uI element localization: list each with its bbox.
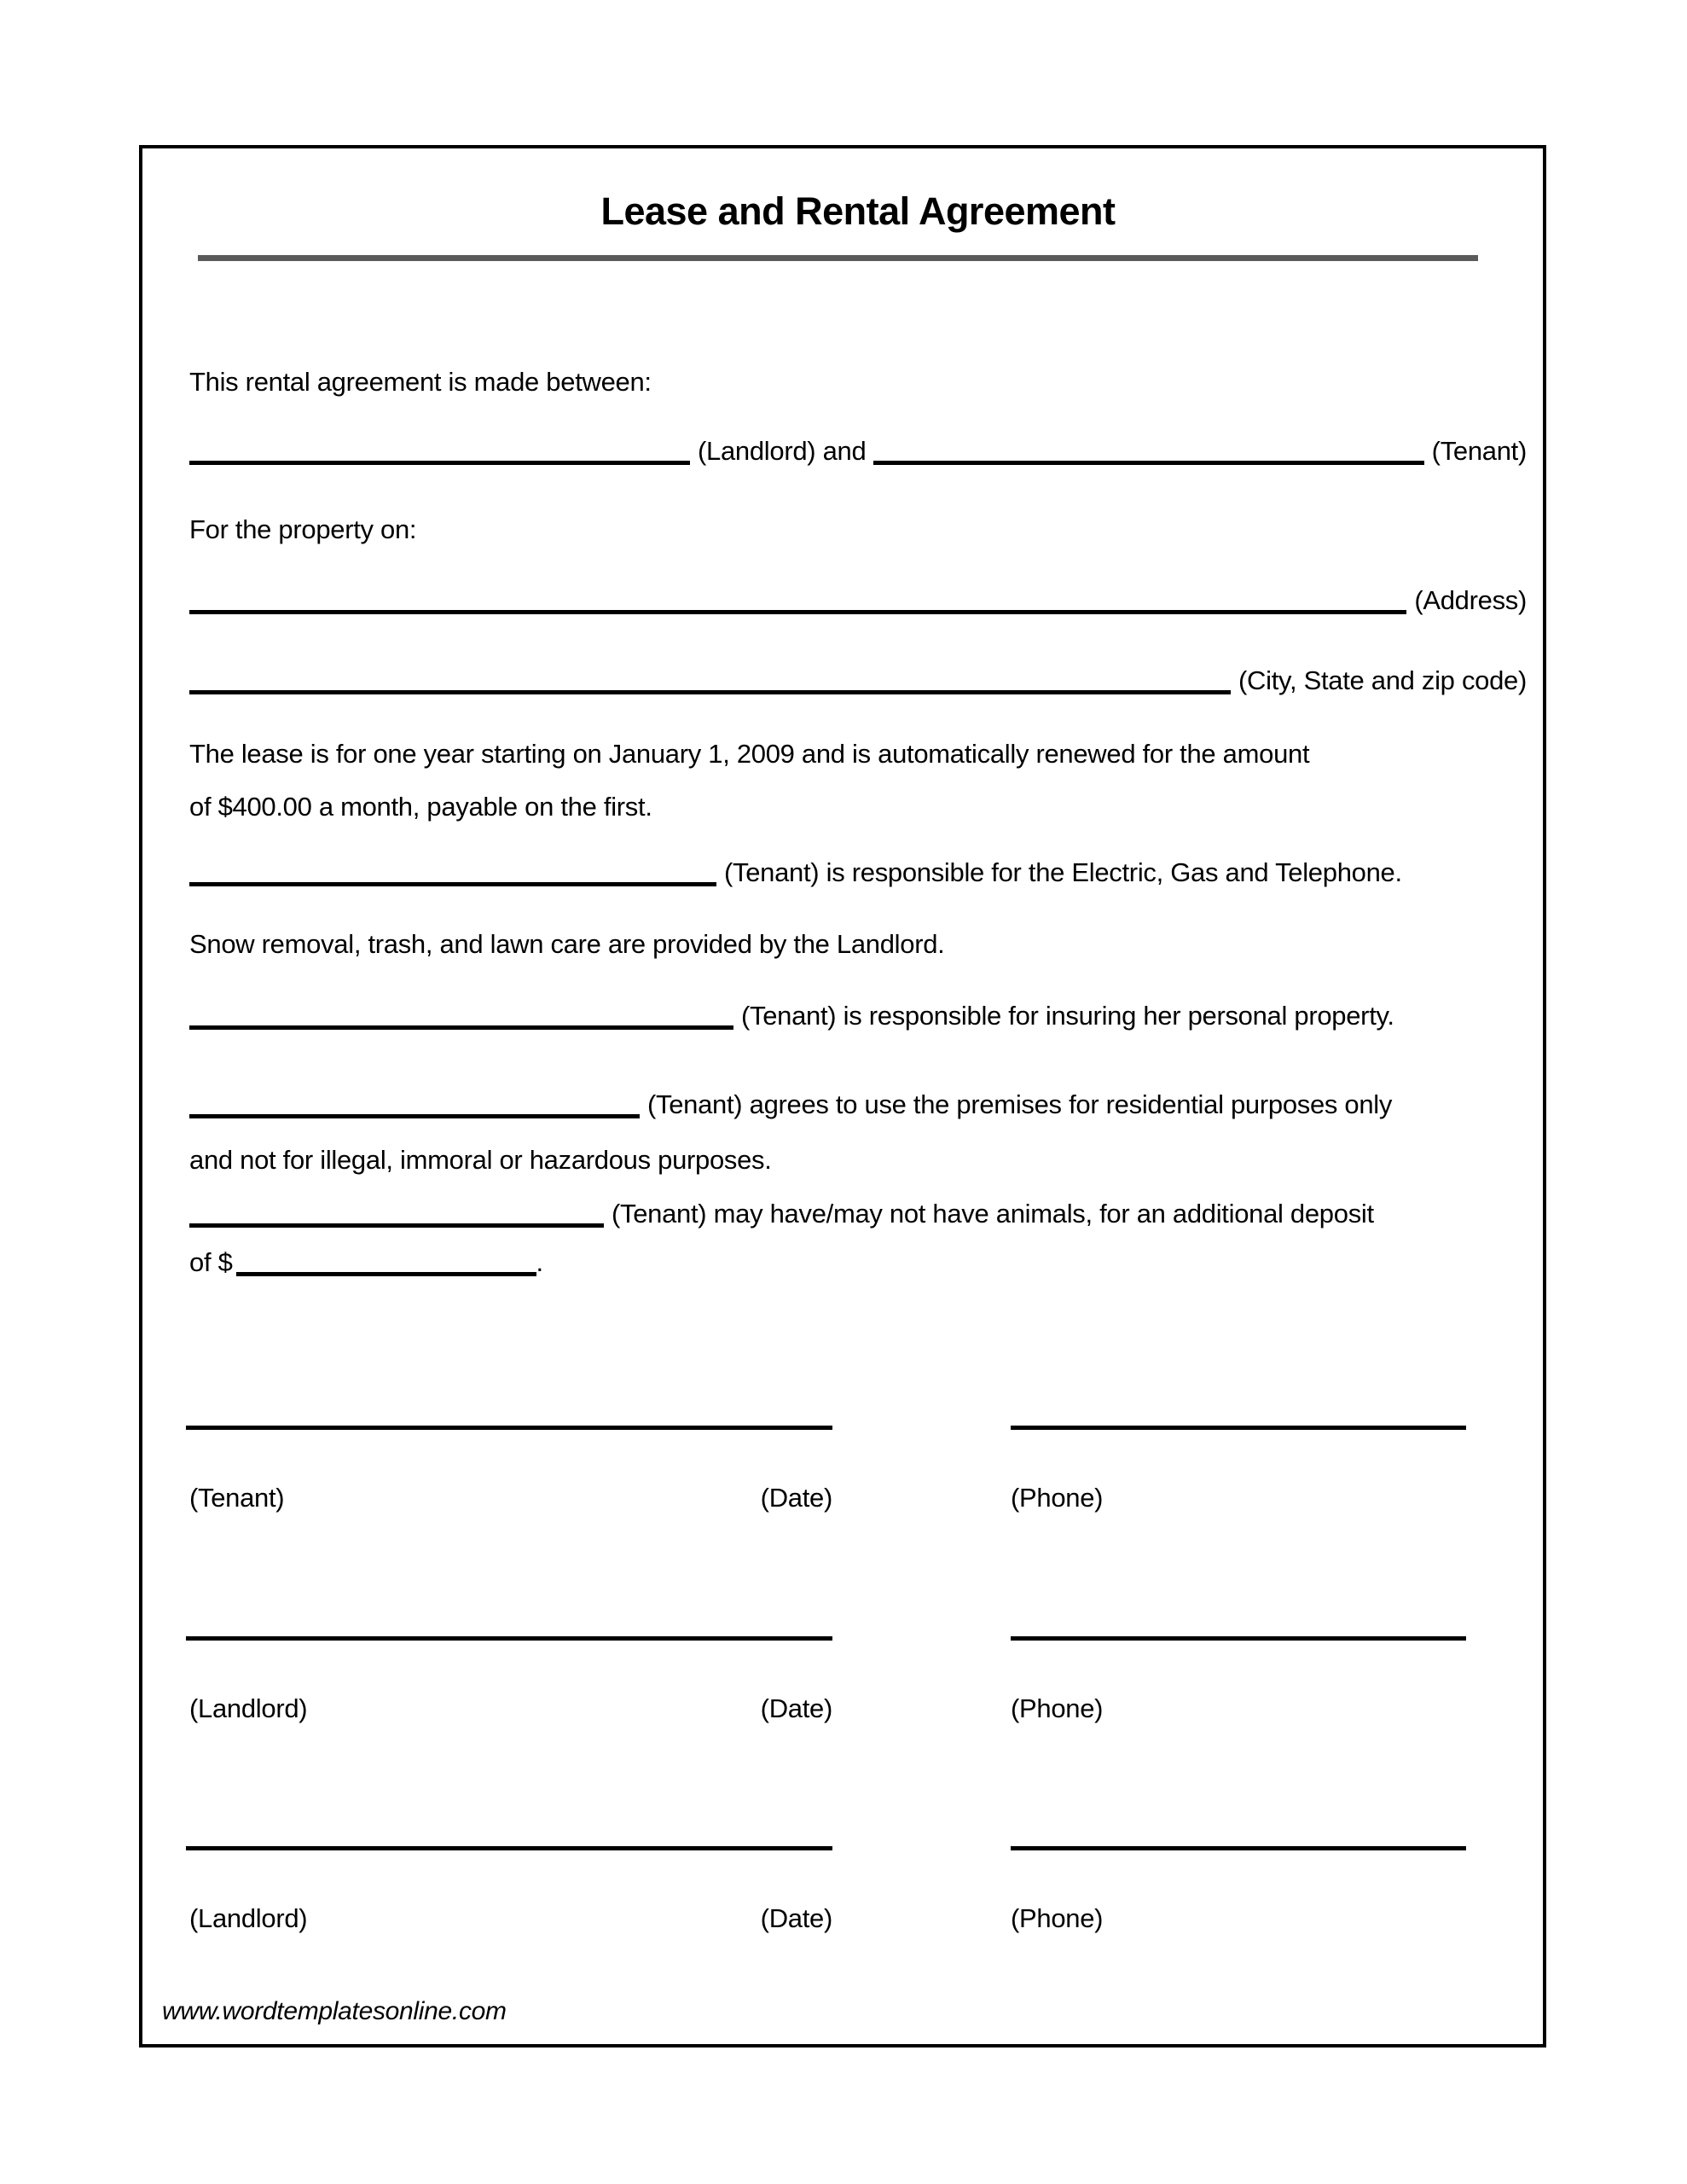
landlord2-date-label: (Date) <box>760 1903 832 1933</box>
animals-line-1 <box>189 1197 1527 1231</box>
landlord2-phone-label: (Phone) <box>1011 1903 1104 1933</box>
landlord1-phone-label: (Phone) <box>1011 1693 1104 1723</box>
landlord2-phone-line <box>1011 1846 1466 1850</box>
property-heading: For the property on: <box>189 514 417 544</box>
animals-tenant-blank <box>189 1223 604 1228</box>
tenant-name-blank <box>873 461 1423 465</box>
signature-lines-tenant <box>186 1426 1466 1430</box>
animals-line-2 <box>189 1246 1527 1280</box>
signature-labels-tenant <box>189 1481 1466 1515</box>
services-line: Snow removal, trash, and lawn care are provided by the Landlord. <box>189 929 945 959</box>
parties-line <box>189 434 1527 468</box>
tenant-signature-label: (Tenant) <box>189 1483 285 1513</box>
page-title: Lease and Rental Agreement <box>600 189 1116 233</box>
utilities-line <box>189 856 1527 890</box>
lease-terms-line-1: The lease is for one year starting on January 1, 2009 and is automatically renewed for the amount <box>189 739 1310 769</box>
landlord-name-blank <box>189 461 690 465</box>
signature-labels-landlord-2 <box>189 1902 1466 1936</box>
insurance-clause-text: (Tenant) is responsible for insuring her personal property. <box>741 1001 1394 1031</box>
use-clause-text-1: (Tenant) agrees to use the premises for residential purposes only <box>647 1089 1393 1119</box>
tenant-phone-line <box>1011 1426 1466 1430</box>
address-label: (Address) <box>1414 585 1527 615</box>
landlord1-phone-line <box>1011 1636 1466 1641</box>
signature-lines-landlord-2 <box>186 1846 1466 1850</box>
landlord1-signature-label: (Landlord) <box>189 1693 308 1723</box>
footer-website-text: www.wordtemplatesonline.com <box>162 1997 507 2025</box>
tenant-label: (Tenant) <box>1431 436 1527 466</box>
address-line <box>189 584 1527 618</box>
title-underline-rule <box>198 255 1478 261</box>
use-line-2: and not for illegal, immoral or hazardous purposes. <box>189 1145 772 1175</box>
animals-clause-text-1: (Tenant) may have/may not have animals, for an additional deposit <box>612 1199 1374 1228</box>
landlord1-date-label: (Date) <box>760 1693 832 1723</box>
tenant-signature-line <box>186 1426 832 1430</box>
signature-labels-landlord-1 <box>189 1692 1466 1726</box>
city-state-zip-line <box>189 664 1527 698</box>
lease-terms-line-2: of $400.00 a month, payable on the first. <box>189 792 652 822</box>
landlord1-signature-line <box>186 1636 832 1641</box>
deposit-amount-blank <box>236 1272 536 1276</box>
utilities-clause-text: (Tenant) is responsible for the Electric, Gas and Telephone. <box>724 857 1402 887</box>
deposit-suffix-text: . <box>536 1247 543 1277</box>
use-line-1 <box>189 1088 1527 1122</box>
insurance-line <box>189 999 1527 1033</box>
deposit-prefix-text: of $ <box>189 1247 233 1277</box>
tenant-date-label: (Date) <box>760 1483 832 1513</box>
utilities-tenant-blank <box>189 882 716 886</box>
city-state-zip-label: (City, State and zip code) <box>1238 665 1527 695</box>
landlord2-signature-label: (Landlord) <box>189 1903 308 1933</box>
intro-line: This rental agreement is made between: <box>189 367 652 397</box>
landlord-label: (Landlord) and <box>698 436 867 466</box>
tenant-phone-label: (Phone) <box>1011 1483 1104 1513</box>
use-tenant-blank <box>189 1114 640 1118</box>
insurance-tenant-blank <box>189 1025 733 1030</box>
signature-lines-landlord-1 <box>186 1636 1466 1641</box>
landlord2-signature-line <box>186 1846 832 1850</box>
city-state-zip-blank <box>189 690 1231 694</box>
address-blank <box>189 610 1406 614</box>
